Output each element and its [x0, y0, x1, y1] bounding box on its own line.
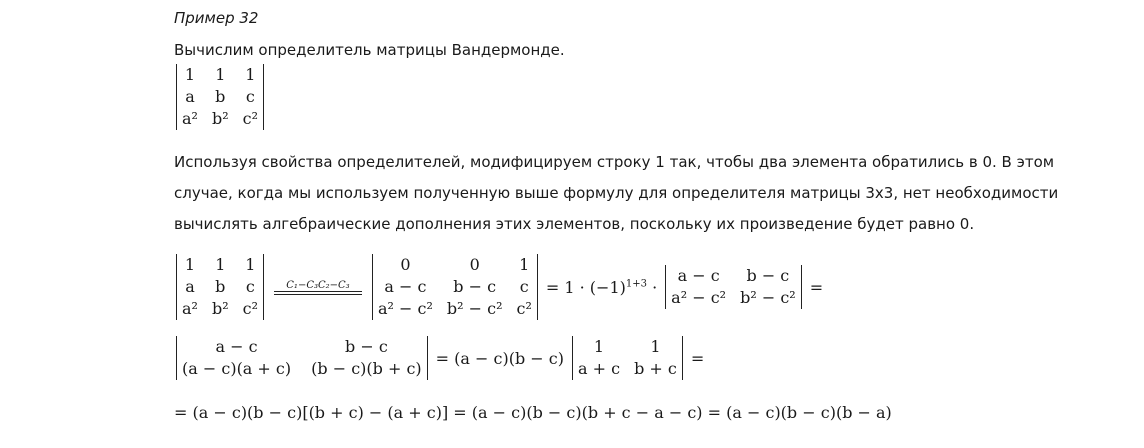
matrix-cell: b — [215, 87, 226, 106]
matrix-cell: c — [245, 87, 255, 106]
matrix-cell: c² — [516, 299, 532, 318]
cofactor-expression: = $1 \cdot (-1)^{1+3}$ · — [545, 277, 658, 297]
matrix-cell: a² − c² — [671, 288, 727, 307]
matrix-cell: c² — [242, 299, 258, 318]
equation-step-2 — [174, 336, 704, 380]
matrix-cell: 1 — [650, 337, 661, 356]
matrix-cell: 1 — [593, 337, 605, 356]
matrix-cell: (a − c)(a + c) — [182, 359, 292, 378]
matrix-cell: a − c — [384, 277, 427, 296]
matrix-cell: a² — [182, 109, 198, 128]
factor-expression: = (a − c)(b − c) — [435, 348, 564, 368]
matrix-cell: b² − c² — [740, 288, 796, 307]
matrix-cell: 1 — [184, 65, 196, 84]
matrix-cell: 1 — [245, 65, 256, 84]
intro-text: Вычислим определитель матрицы Вандермонде. — [174, 41, 565, 59]
matrix-cell: b + c — [634, 359, 677, 378]
matrix-cell: b − c — [746, 266, 790, 285]
column-operation — [274, 280, 362, 295]
matrix-cell: 0 — [469, 255, 480, 274]
final-result: = (a − c)(b − c)[(b + c) − (a + c)] = (a − c)(b − c)(b + c − a − c) = (a − c)(b − c)(b − a) — [174, 403, 892, 422]
equals-sign: = — [690, 348, 705, 368]
matrix-cell: 1 — [215, 255, 226, 274]
equation-step-1 — [174, 254, 823, 320]
matrix-cell: b² — [211, 299, 229, 318]
matrix-cell: b² − c² — [446, 299, 503, 318]
vandermonde-determinant — [174, 64, 266, 130]
matrix-cell: b — [215, 277, 226, 296]
paragraph-line: случае, когда мы используем полученную выше формулу для определителя матрицы 3x3, нет необходимости — [174, 184, 1059, 202]
matrix-cell: 0 — [400, 255, 411, 274]
matrix-grid — [179, 64, 261, 130]
matrix-cell: a² — [182, 299, 198, 318]
matrix-cell: a² − c² — [377, 299, 433, 318]
operation-label: C₁−C₃C₂−C₃ — [286, 279, 350, 291]
matrix-cell: 1 — [184, 255, 196, 274]
matrix-cell: a — [185, 87, 195, 106]
matrix-cell: 1 — [245, 255, 256, 274]
matrix-cell: 1 — [215, 65, 226, 84]
matrix-cell: a — [185, 277, 195, 296]
matrix-cell: 1 — [519, 255, 530, 274]
matrix-cell: b − c — [453, 277, 497, 296]
matrix-cell: c — [519, 277, 529, 296]
matrix-cell: b − c — [345, 337, 388, 356]
example-title: Пример 32 — [174, 9, 259, 27]
matrix-cell: a − c — [215, 337, 258, 356]
matrix-cell: a + c — [577, 359, 621, 378]
matrix-cell: c — [245, 277, 255, 296]
matrix-cell: a − c — [677, 266, 720, 285]
paragraph-line: вычислять алгебраические дополнения этих элементов, поскольку их произведение будет равно 0. — [174, 215, 975, 233]
paragraph-line: Используя свойства определителей, модифицируем строку 1 так, чтобы два элемента обратились в 0. В этом — [174, 153, 1055, 171]
matrix-cell: b² — [211, 109, 229, 128]
matrix-cell: c² — [242, 109, 258, 128]
explanation-paragraph — [174, 147, 1074, 240]
equals-sign: = — [809, 277, 824, 297]
matrix-cell: (b − c)(b + c) — [311, 359, 422, 378]
